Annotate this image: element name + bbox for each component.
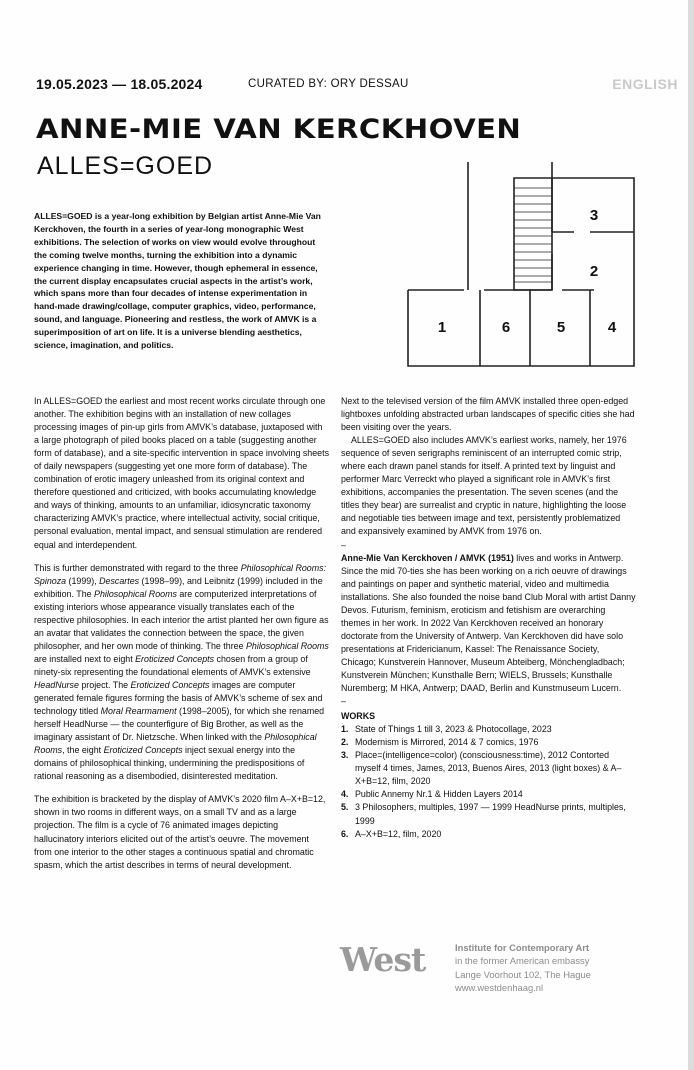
artist-bio: Anne-Mie Van Kerckhoven / AMVK (1951) lives and works in Antwerp. Since the mid 70-ties she has been working on a rich oeuvre of drawings and paintings on paper and synthetic material, video and multimedia installations. She also founded the noise band Club Moral with artist Danny Devos. Futurism, feminism, eroticism and fetishism are overarching themes in her work. In 2022 Van Kerckhoven received an honorary doctorate from the University of Antwerp. Van Kerckhoven did have solo presentations at Fridericianum, Kassel: The Renaissance Society, Chicago; Kunstverein Hannover, Museum Abteiberg, Mönchengladbach; Kunstverein München; Kunsthalle Bern; WIELS, Brussels; Kunsthalle Nuremberg; M HKA, Antwerp; DAAD, Berlin and Kunstmuseum Lucern. (341, 552, 636, 694)
room-label-3: 3 (589, 207, 599, 224)
list-item: 1. State of Things 1 till 3, 2023 & Photocollage, 2023 (341, 724, 552, 735)
separator-dash: – (341, 539, 346, 550)
text-column-right (341, 395, 636, 841)
paragraph-early-works: ALLES=GOED also includes AMVK’s earliest works, namely, her 1976 sequence of seven serigraphs reminiscent of an interrupted comic strip, where each drawn panel stands for itself. A printed text by linguist and performer Marc Verreckt who played a significant role in AMVK’s first exhibitions, accompanies the presentation. The seven scenes (and the titles they bear) are surrealist and cryptic in nature, highlighting the loose and negotiable ties between image and text, persistently problematized and expansively examined by AMVK from 1976 on. (341, 435, 627, 537)
institution-location: in the former American embassy (455, 955, 590, 967)
room-label-4: 4 (607, 319, 617, 336)
list-item: 5. 3 Philosophers, multiples, 1997 — 1999 HeadNurse prints, multiples, 1999 (341, 802, 626, 826)
institution-info (455, 941, 591, 994)
page-edge (688, 0, 694, 1070)
separator-dash: – (341, 696, 346, 707)
stair-steps (514, 188, 552, 282)
exhibition-dates: 19.05.2023 — 18.05.2024 (36, 76, 203, 92)
works-heading: WORKS (341, 711, 376, 722)
artist-name-title: ANNE-MIE VAN KERCKHOVEN (36, 114, 522, 145)
west-logo: West (340, 940, 426, 979)
plan-internal-walls (480, 290, 590, 366)
room-label-6: 6 (501, 319, 511, 336)
list-item: 3. Place=(intelligence=color) (consciousness:time), 2012 Contorted myself 4 times, James, 2013, Buenos Aires, 2013 (light boxes) & A–X+B=12, film, 2020 (341, 750, 622, 787)
language-label: ENGLISH (612, 76, 678, 92)
plan-wall-tower (468, 162, 552, 290)
plan-stairs (514, 178, 552, 290)
room-label-1: 1 (437, 319, 447, 336)
intro-paragraph: ALLES=GOED is a year-long exhibition by Belgian artist Anne-Mie Van Kerckhoven, the fourth in a series of year-long monographic West exhibitions. The selection of works on view would evolve throughout the coming twelve months, turning the exhibition into a dynamic experience changing in time. However, though ephemeral in essence, the current display encapsulates crucial aspects in the artist’s work, which spans more than four decades of intense experimentation in hand-made drawing/collage, computer graphics, video, performance, sound, and language. Pioneering and restless, the work of AMVK is a superimposition of art on life. It is a universe blending aesthetics, science, imagination, and politics. (34, 211, 321, 351)
floor-plan (404, 162, 640, 372)
institution-address: Lange Voorhout 102, The Hague (455, 968, 591, 980)
header (36, 76, 678, 96)
list-item: 6. A–X+B=12, film, 2020 (341, 828, 442, 839)
works-list (341, 723, 636, 840)
paragraph-film: The exhibition is bracketed by the display of AMVK’s 2020 film A–X+B=12, shown in two rooms in different ways, on a small TV and as a large projection. The film is a cycle of 76 animated images depicting hallucinatory interiors elicited out of the artist’s oeuvre. The movement from one interior to the other stages a continuous spatial and chromatic spasm, which the artist describes in terms of neural development. (34, 794, 326, 870)
list-item: 4. Public Annemy Nr.1 & Hidden Layers 2014 (341, 789, 523, 800)
institution-name: Institute for Contemporary Art (455, 942, 590, 953)
curator-credit: CURATED BY: ORY DESSAU (248, 78, 409, 90)
website-link[interactable]: www.westdenhaag.nl (455, 981, 544, 993)
room-label-2: 2 (589, 263, 599, 280)
paragraph-philosophical-rooms: This is further demonstrated with regard to the three Philosophical Rooms: Spinoza (1999), Descartes (1998–99), and Leibnitz (1999) included in the exhibition. The Philosophical Rooms are computerized interpretations of existing interiors whose appearance visually translates each of the respective philosophies. In each interior the artist planted her own figure as an avatar that validates the connection between the space, the given philosopher, and her own mode of thinking. The three Philosophical Rooms are installed next to eight Eroticized Concepts chosen from a group of ninety-six representing the foundational elements of AMVK’s extensive HeadNurse project. The Eroticized Concepts images are computer generated female figures forming the basis of AMVK’s scheme of sex and technology titled Moral Rearmament (1998–2005), for which she renamed herself HeadNurse — the counterfigure of Big Brother, as well as the imaginary assistant of Dr. Nietzsche. When linked with the Philosophical Rooms, the eight Eroticized Concepts inject sexual energy into the domains of philosophical thinking, undermining the predispositions of rational reasoning as a disembodied, disinterested meditation. (34, 562, 329, 782)
exhibition-subtitle: ALLES=GOED (37, 152, 214, 180)
list-item: 2. Modernism is Mirrored, 2014 & 7 comics, 1976 (341, 737, 539, 748)
paragraph-lightboxes: Next to the televised version of the film AMVK installed three open-edged lightboxes unfolding abstracted urban landscapes of specific cities she had been visiting over the years. (341, 396, 635, 433)
room-label-5: 5 (556, 319, 566, 336)
paragraph-opening: In ALLES=GOED the earliest and most recent works circulate through one another. The exhibition begins with an installation of new collages processing images of pin-up girls from AMVK’s database, juxtaposed with a large photograph of piled books placed on a table (suggesting another form of database), and a site-specific intervention in space involving sheets of daily newspapers (suggesting yet one more form of database). The combination of erotic imagery unleashed from its original context and therefore questioned and criticized, with books accumulating knowledge and ways of thinking, amounts to an unfamiliar, idiosyncratic taxonomy characterizing AMVK’s practice, where intellectual activity, social critique, personal evaluation, mental impact, and sensual stimulation are rendered equal and interdependent. (34, 396, 330, 550)
text-column-left (34, 395, 329, 882)
